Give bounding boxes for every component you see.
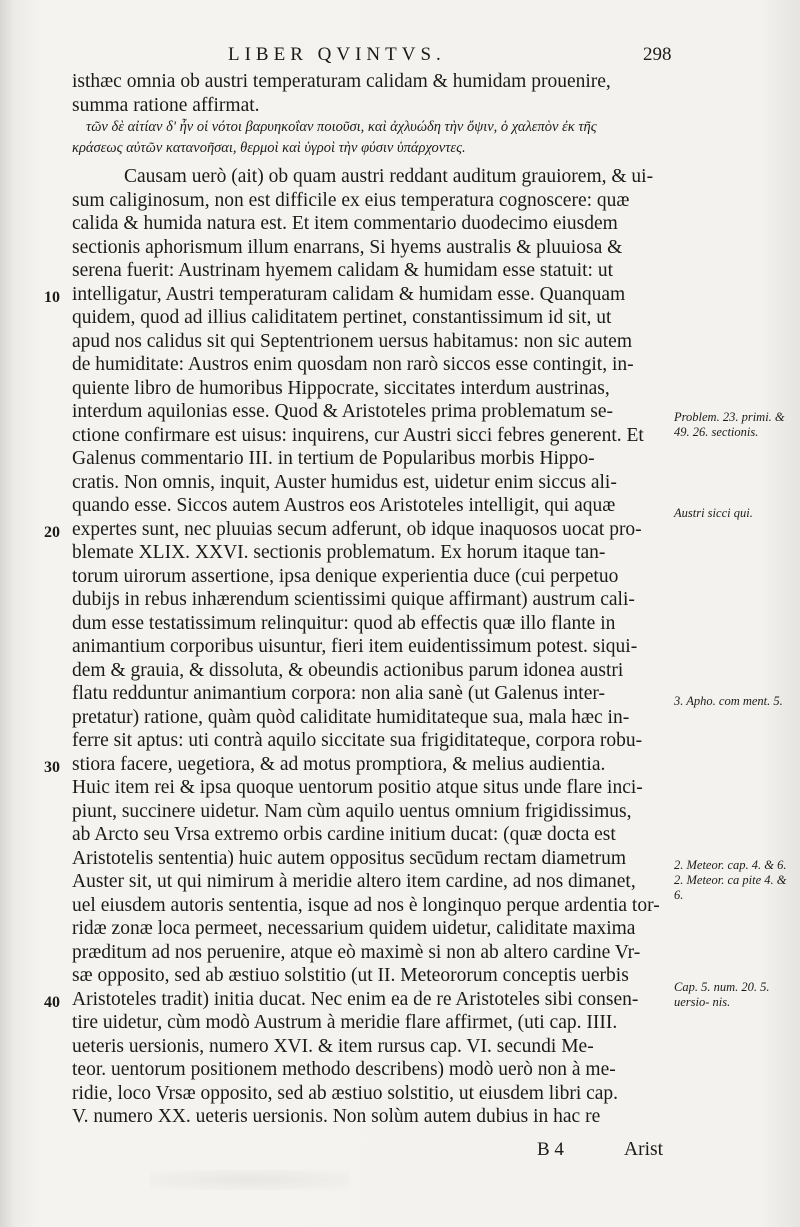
page-number: 298 (643, 44, 672, 65)
text-line: ab Arcto seu Vrsa extremo orbis cardine initium ducat: (quæ docta est (72, 824, 616, 845)
text-line: sæ opposito, sed ab æstiuo solstitio (ut II. Meteororum conceptis uerbis (72, 965, 629, 986)
text-line: summa ratione affirmat. (72, 94, 260, 116)
margin-note: Austri sicci qui. (674, 506, 753, 520)
text-line: torum uirorum assertione, ipsa denique experientia duce (cui perpetuo (72, 565, 619, 587)
text-line: quidem, quod ad illius caliditatem pertinet, constantissimum id sit, ut (72, 307, 612, 328)
text-line: Aristoteles tradit) initia ducat. Nec enim ea de re Aristoteles sibi consen- (72, 988, 639, 1010)
text-line: dubijs in rebus inhærendum scientissimi quique affirmant) austrum cali- (72, 589, 635, 610)
margin-note: Cap. 5. num. 20. 5. uersio- nis. (674, 980, 770, 1009)
text-line: Aristotelis sententia) huic autem oppositus secūdum rectam diametrum (72, 847, 626, 869)
line-number: 20 (44, 524, 60, 541)
text-line: teor. uentorum positionem methodo describens) modò uerò non à me- (72, 1059, 616, 1080)
text-line: stiora facere, uegetiora, & ad motus promptiora, & melius audientia. (72, 753, 606, 775)
text-line: animantium corporibus uisuntur, fieri item euidentissimum potest. siqui- (72, 636, 638, 657)
text-line: intelligatur, Austri temperaturam calidam & humidam esse. Quanquam (72, 283, 626, 305)
text-line: apud nos calidus sit qui Septentrionem uersus habitamus: non sic autem (72, 330, 632, 352)
line-number: 10 (44, 289, 60, 306)
ink-bleed (150, 1170, 350, 1190)
text-line: ferre sit aptus: uti contrà aquilo siccitate sua frigiditateque, corpora robu- (72, 730, 643, 751)
text-line: piunt, succinere uidetur. Nam cùm aquilo uentus omnium frigidissimus, (72, 800, 632, 822)
margin-note: Problem. 23. primi. & 49. 26. sectionis. (674, 410, 785, 439)
text-line: dum esse testatissimum relinquitur: quod ab effectis quæ illo flante in (72, 612, 616, 634)
margin-note: 2. Meteor. cap. 4. & 6. 2. Meteor. ca pite 4. & 6. (674, 858, 787, 902)
text-line: ridæ zonæ loca permeet, necessarium quidem uidetur, caliditate maxima (72, 918, 636, 939)
text-line: interdum aquilonias esse. Quod & Aristoteles prima problematum se- (72, 401, 614, 422)
text-line: Auster sit, ut qui nimirum à meridie altero item cardine, ad nos dimanet, (72, 871, 636, 892)
text-line: uel eiusdem autoris sententia, isque ad nos è longinquo perque ardentia tor- (72, 894, 660, 916)
text-line: præditum ad nos peruenire, atque eò maximè si non ab altero cardine Vr- (72, 941, 641, 963)
text-line: ctione confirmare est uisus: inquirens, cur Austri sicci febres generent. Et (72, 424, 644, 446)
text-line: cratis. Non omnis, inquit, Auster humidus est, uidetur enim siccus ali- (72, 471, 617, 493)
margin-note: 3. Apho. com ment. 5. (674, 694, 783, 708)
text-line: flatu redduntur animantium corpora: non alia sanè (ut Galenus inter- (72, 683, 605, 704)
text-line: V. numero XX. ueteris uersionis. Non solùm autem dubius in hac re (72, 1106, 601, 1127)
greek-quotation-line: τῶν δὲ αἰτίαν δ' ἦν οἱ νότοι βαρυηκοΐαν ποιοῦσι, καὶ ἀχλυώδη τὴν ὄψιν, ὁ χαλεπὸν ἐκ τῆς (86, 119, 597, 135)
text-line: isthæc omnia ob austri temperaturam calidam & humidam prouenire, (72, 71, 611, 92)
text-line: Huic item rei & ipsa quoque uentorum positio atque situs unde flare inci- (72, 777, 643, 798)
line-number: 30 (44, 759, 60, 776)
line-number: 40 (44, 994, 60, 1011)
signature-mark: B 4 (537, 1139, 564, 1160)
running-title: LIBER QVINTVS. (228, 44, 446, 65)
text-line: ueteris uersionis, numero XVI. & item rursus cap. VI. secundi Me- (72, 1035, 594, 1057)
text-line: tire uidetur, cùm modò Austrum à meridie flare affirmet, (uti cap. IIII. (72, 1012, 618, 1033)
text-line: expertes sunt, nec pluuias secum adferunt, ob idque inaquosos uocat pro- (72, 518, 642, 540)
text-line: Galenus commentario III. in tertium de Popularibus morbis Hippo- (72, 448, 595, 469)
page-footer (0, 1139, 800, 1169)
text-line: ridie, loco Vrsæ opposito, sed ab æstiuo solstitio, ut eiusdem libri cap. (72, 1082, 619, 1104)
text-line: calida & humida natura est. Et item commentario duodecimo eiusdem (72, 213, 618, 234)
catchword: Arist (624, 1139, 663, 1160)
text-line: sectionis aphorismum illum enarrans, Si hyems australis & pluuiosa & (72, 236, 623, 258)
text-line: Causam uerò (ait) ob quam austri reddant auditum grauiorem, & ui- (124, 166, 654, 187)
text-line: sum caliginosum, non est difficile ex eius temperatura cognoscere: quæ (72, 189, 630, 211)
text-line: blemate XLIX. XXVI. sectionis problematum. Ex horum itaque tan- (72, 542, 606, 563)
text-line: pretatur) ratione, quàm quòd caliditate humiditateque sua, mala hæc in- (72, 706, 630, 728)
text-line: de humiditate: Austros enim quosdam non rarò siccos esse contingit, in- (72, 354, 634, 375)
text-line: serena fuerit: Austrinam hyemem calidam & humidam esse statuit: ut (72, 260, 613, 281)
text-line: quando esse. Siccos autem Austros eos Aristoteles intelligit, qui aquæ (72, 495, 616, 516)
text-line: quiente libro de humoribus Hippocrate, siccitates interdum austrinas, (72, 377, 610, 399)
text-line: dem & grauia, & dissoluta, & obeundis actionibus parum idonea austri (72, 659, 624, 681)
greek-quotation-line: κράσεως αὐτῶν κατανοῆσαι, θερμοὶ καὶ ὑγροὶ τὴν φύσιν ὑπάρχοντες. (72, 140, 466, 156)
body-text (72, 70, 668, 1129)
